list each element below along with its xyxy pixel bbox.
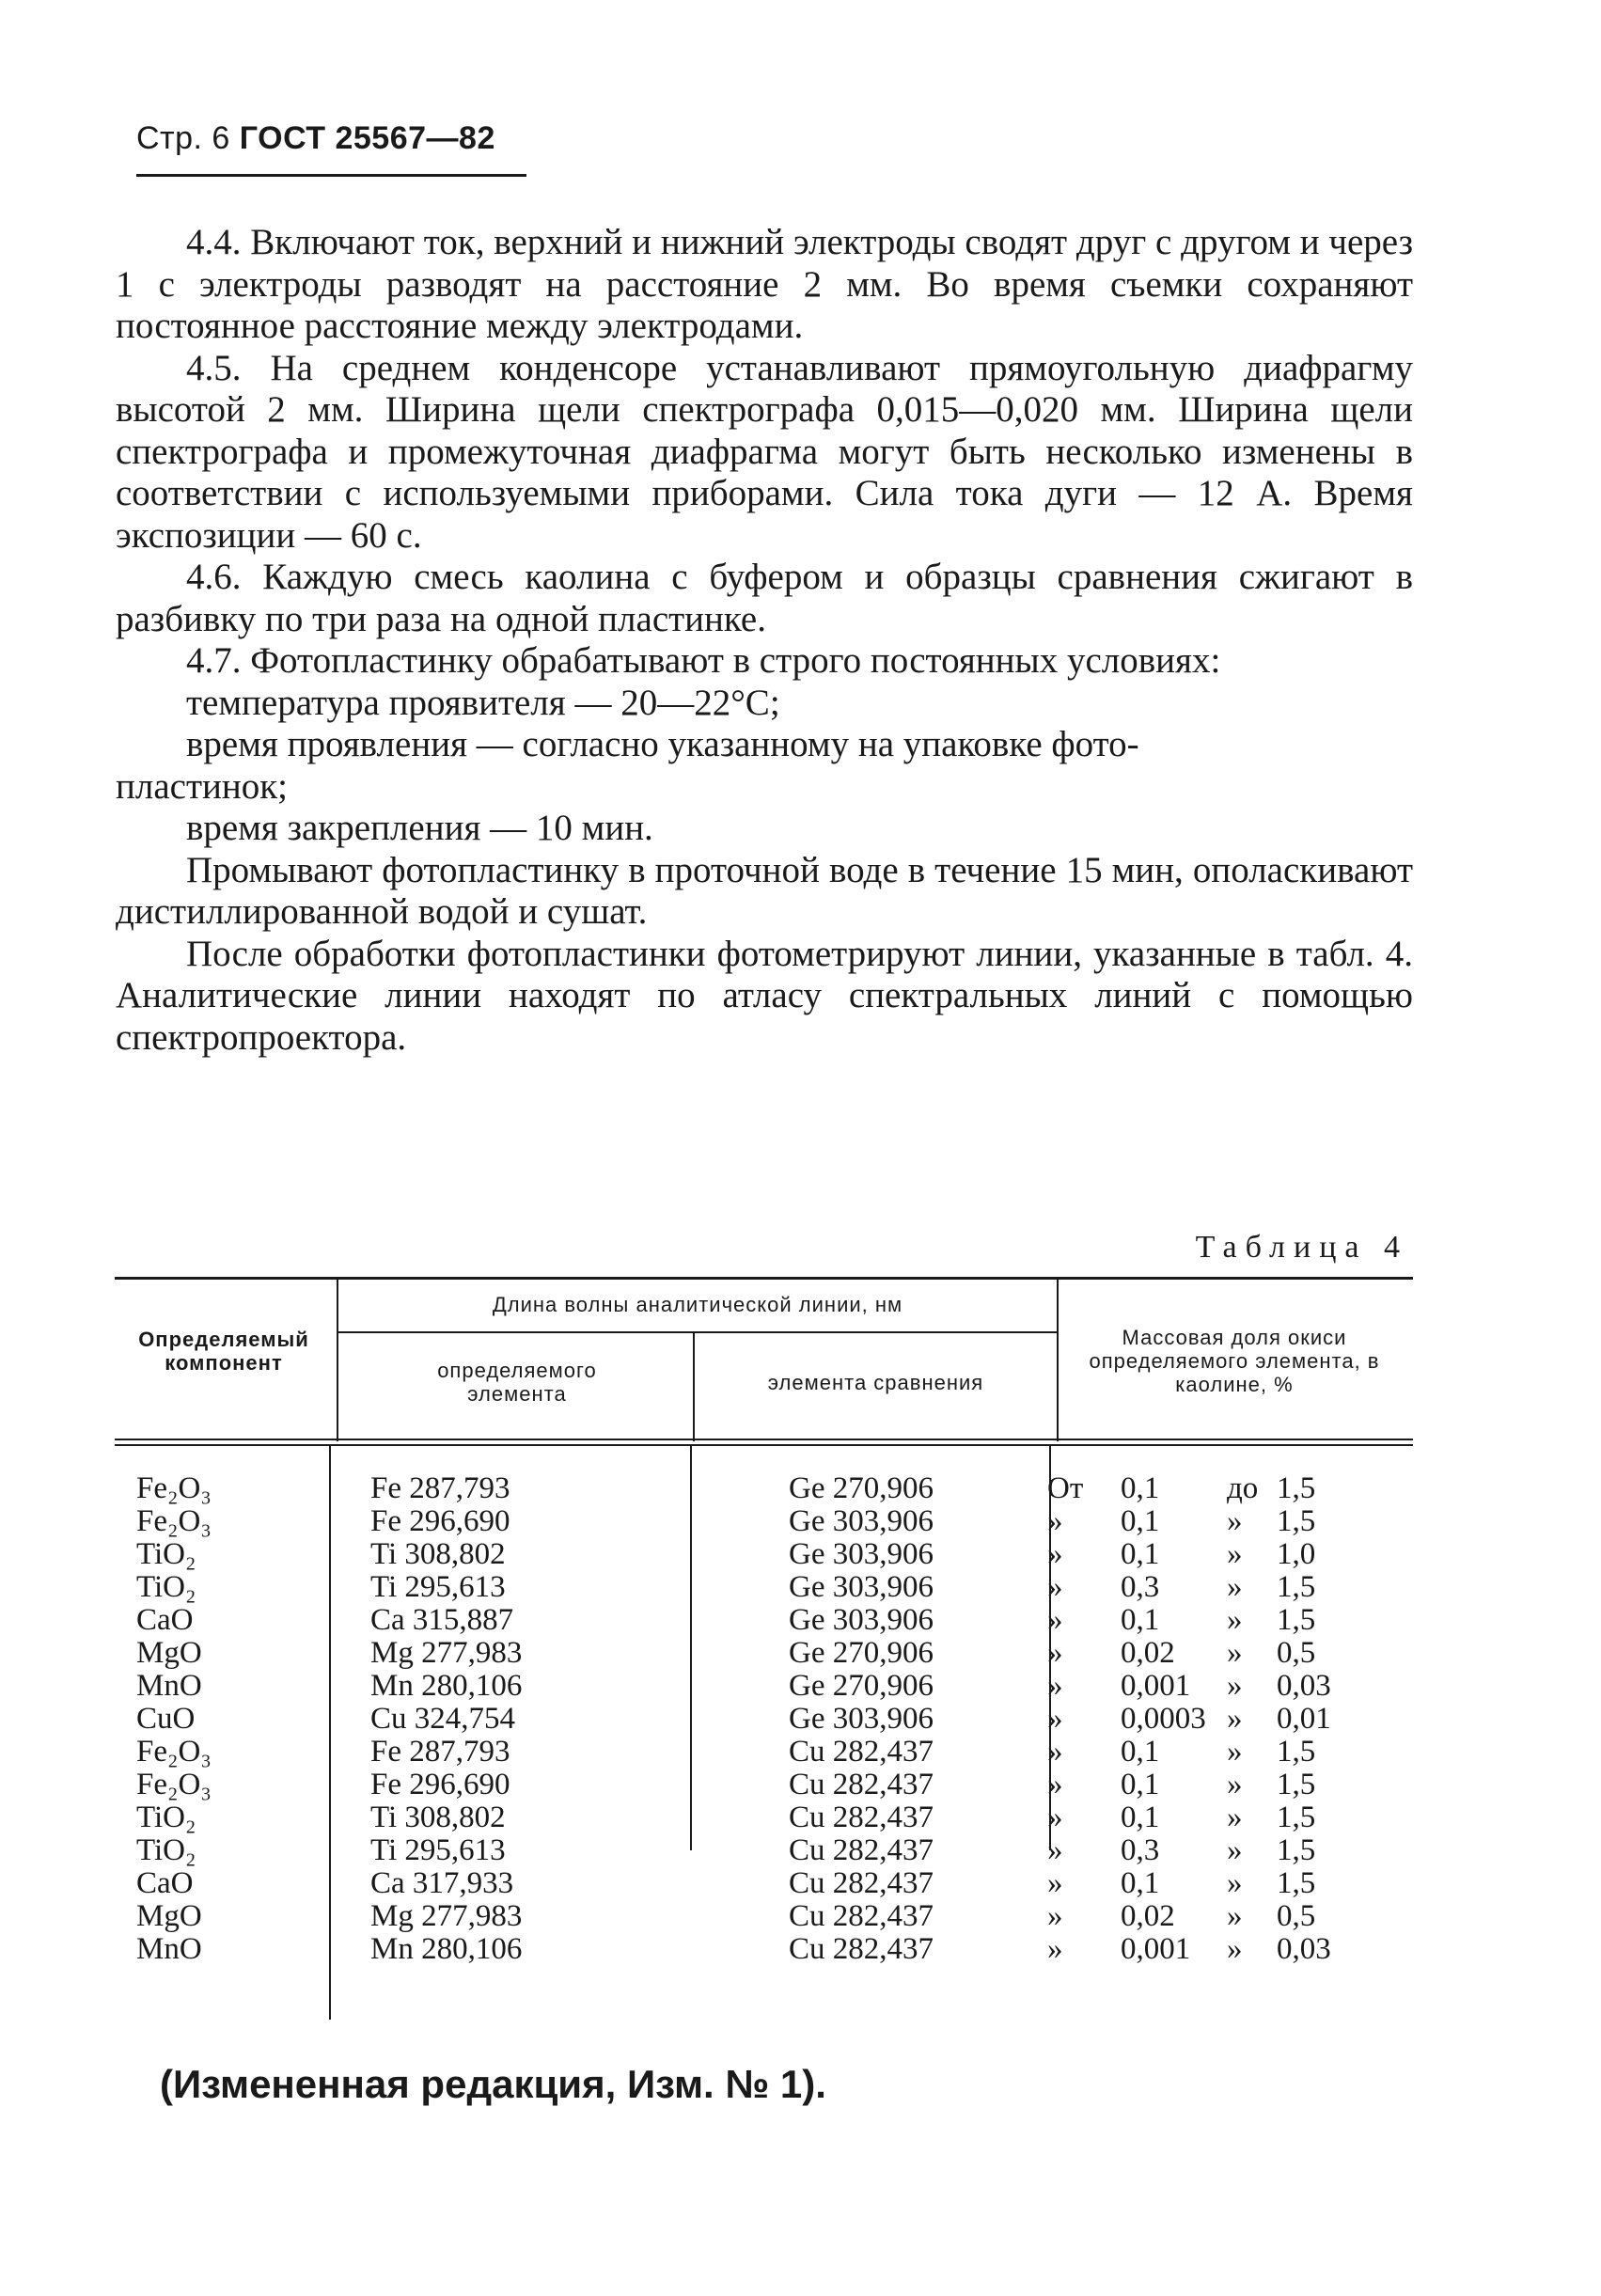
table-4 <box>115 1277 1413 2029</box>
page-header <box>136 120 495 157</box>
paragraph-4-5: 4.5. На среднем конденсоре устанавливают прямоугольную диафрагму высотой 2 мм. Ширина щели спектрографа 0,015—0,020 мм. Ширина щели спектрографа и промежуточная диафрагма могут быть несколько изменены в соответствии с используемыми приборами. Сила тока дуги — 12 А. Время экспозиции — 60 с. <box>116 347 1413 556</box>
cell-component: MnO <box>136 1669 202 1703</box>
cell-component: Fe₂O₃ <box>136 1471 212 1505</box>
cell-to-value: 1,5 <box>1277 1833 1316 1867</box>
cell-component: TiO₂ <box>136 1570 196 1604</box>
cell-component: CaO <box>136 1866 194 1900</box>
cell-to-prefix: » <box>1227 1899 1243 1933</box>
cell-reference-line: Cu 282,437 <box>789 1801 934 1834</box>
cell-to-prefix: » <box>1227 1570 1243 1604</box>
cell-analytical-line: Mg 277,983 <box>370 1636 523 1670</box>
condition-development-time: время проявления — согласно указанному на упаковке фото- <box>186 724 1139 764</box>
cell-analytical-line: Mn 280,106 <box>370 1932 523 1966</box>
cell-component: CuO <box>136 1702 196 1736</box>
cell-analytical-line: Ti 295,613 <box>370 1570 506 1604</box>
cell-from-value: 0,1 <box>1121 1735 1160 1769</box>
paragraph-4-7: 4.7. Фотопластинку обрабатывают в строго постоянных условиях: <box>186 640 1221 681</box>
cell-to-prefix: до <box>1227 1471 1259 1505</box>
cell-to-prefix: » <box>1227 1636 1243 1670</box>
paragraph-4-6: 4.6. Каждую смесь каолина с буфером и образцы сравнения сжигают в разбивку по три раза на одной пластинке. <box>116 557 1413 639</box>
table-row <box>115 1538 1413 1571</box>
cell-analytical-line: Mn 280,106 <box>370 1669 523 1703</box>
cell-to-value: 1,5 <box>1277 1801 1316 1834</box>
cell-to-value: 1,0 <box>1277 1537 1316 1571</box>
table-title: Таблица 4 <box>1195 1230 1408 1265</box>
cell-reference-line: Ge 270,906 <box>789 1669 934 1703</box>
table-row <box>115 1703 1413 1736</box>
cell-to-value: 1,5 <box>1277 1603 1316 1637</box>
cell-from-value: 0,1 <box>1121 1603 1160 1637</box>
cell-analytical-line: Cu 324,754 <box>370 1702 516 1736</box>
cell-reference-line: Ge 303,906 <box>789 1603 934 1637</box>
cell-reference-line: Ge 303,906 <box>789 1570 934 1604</box>
table-row <box>115 1867 1413 1900</box>
cell-from-value: 0,02 <box>1121 1636 1175 1670</box>
condition-fixing-time: время закрепления — 10 мин. <box>186 808 653 848</box>
cell-reference-line: Ge 270,906 <box>789 1636 934 1670</box>
cell-from-prefix: » <box>1047 1702 1063 1736</box>
cell-to-prefix: » <box>1227 1504 1243 1538</box>
cell-from-value: 0,1 <box>1121 1801 1160 1834</box>
table-row <box>115 1736 1413 1769</box>
cell-component: TiO₂ <box>136 1833 196 1867</box>
revision-note: (Измененная редакция, Изм. № 1). <box>160 2062 826 2106</box>
cell-analytical-line: Mg 277,983 <box>370 1899 523 1933</box>
table-row <box>115 1637 1413 1670</box>
cell-analytical-line: Fe 287,793 <box>370 1471 510 1505</box>
cell-reference-line: Cu 282,437 <box>789 1899 934 1933</box>
cell-from-value: 0,1 <box>1121 1471 1160 1505</box>
cell-analytical-line: Ti 295,613 <box>370 1833 506 1867</box>
table-row <box>115 1505 1413 1538</box>
cell-to-value: 1,5 <box>1277 1768 1316 1801</box>
cell-reference-line: Cu 282,437 <box>789 1932 934 1966</box>
cell-to-value: 0,03 <box>1277 1669 1331 1703</box>
cell-from-value: 0,3 <box>1121 1570 1160 1604</box>
cell-from-value: 0,3 <box>1121 1833 1160 1867</box>
cell-from-prefix: » <box>1047 1932 1063 1966</box>
cell-to-value: 0,03 <box>1277 1932 1331 1966</box>
table-top-rule <box>115 1277 1413 1280</box>
cell-to-prefix: » <box>1227 1702 1243 1736</box>
cell-to-value: 1,5 <box>1277 1570 1316 1604</box>
table-row <box>115 1933 1413 1966</box>
table-row <box>115 1900 1413 1933</box>
cell-to-prefix: » <box>1227 1603 1243 1637</box>
header-vertical-rule <box>1057 1280 1059 1441</box>
cell-analytical-line: Ca 315,887 <box>370 1603 514 1637</box>
cell-from-value: 0,0003 <box>1121 1702 1206 1736</box>
gost-number: ГОСТ 25567—82 <box>239 120 495 156</box>
cell-to-prefix: » <box>1227 1866 1243 1900</box>
cell-to-prefix: » <box>1227 1833 1243 1867</box>
cell-to-value: 0,01 <box>1277 1702 1331 1736</box>
header-horizontal-rule <box>338 1331 1057 1333</box>
cell-from-prefix: » <box>1047 1537 1063 1571</box>
condition-development-time-cont: пластинок; <box>116 765 289 807</box>
cell-reference-line: Cu 282,437 <box>789 1768 934 1801</box>
cell-from-prefix: » <box>1047 1504 1063 1538</box>
header-rule <box>136 174 526 177</box>
cell-reference-line: Cu 282,437 <box>789 1735 934 1769</box>
cell-to-prefix: » <box>1227 1537 1243 1571</box>
cell-from-value: 0,001 <box>1121 1669 1191 1703</box>
cell-from-value: 0,1 <box>1121 1537 1160 1571</box>
cell-reference-line: Ge 270,906 <box>789 1471 934 1505</box>
cell-to-value: 1,5 <box>1277 1504 1316 1538</box>
col-header-determined: определяемого элемента <box>437 1359 597 1406</box>
cell-from-value: 0,1 <box>1121 1768 1160 1801</box>
cell-to-prefix: » <box>1227 1932 1243 1966</box>
cell-component: Fe₂O₃ <box>136 1504 212 1538</box>
page-number: Стр. 6 <box>136 120 230 156</box>
cell-to-prefix: » <box>1227 1669 1243 1703</box>
cell-to-prefix: » <box>1227 1801 1243 1834</box>
cell-from-value: 0,1 <box>1121 1866 1160 1900</box>
col-header-mass: Массовая доля окиси определяемого элемента, в каолине, % <box>1089 1326 1380 1396</box>
header-bottom-rule <box>115 1444 1413 1446</box>
cell-analytical-line: Ti 308,802 <box>370 1801 506 1834</box>
cell-to-value: 0,5 <box>1277 1636 1316 1670</box>
cell-component: TiO₂ <box>136 1537 196 1571</box>
condition-temperature: температура проявителя — 20—22°С; <box>186 682 780 723</box>
cell-reference-line: Ge 303,906 <box>789 1702 934 1736</box>
cell-from-prefix: » <box>1047 1570 1063 1604</box>
cell-from-prefix: » <box>1047 1735 1063 1769</box>
cell-from-prefix: » <box>1047 1801 1063 1834</box>
cell-to-prefix: » <box>1227 1735 1243 1769</box>
cell-component: MgO <box>136 1636 202 1670</box>
cell-reference-line: Cu 282,437 <box>789 1866 934 1900</box>
cell-reference-line: Ge 303,906 <box>789 1504 934 1538</box>
col-header-reference: элемента сравнения <box>767 1371 984 1394</box>
paragraph-washing: Промывают фотопластинку в проточной воде в течение 15 мин, ополаскивают дистиллированной водой и сушат. <box>116 849 1413 932</box>
table-row <box>115 1472 1413 1505</box>
cell-from-value: 0,001 <box>1121 1932 1191 1966</box>
table-row <box>115 1834 1413 1867</box>
table-row <box>115 1670 1413 1703</box>
cell-component: MgO <box>136 1899 202 1933</box>
cell-reference-line: Cu 282,437 <box>789 1833 934 1867</box>
cell-analytical-line: Fe 296,690 <box>370 1504 510 1538</box>
paragraph-4-4: 4.4. Включают ток, верхний и нижний электроды сводят друг с другом и через 1 с электроды разводят на расстояние 2 мм. Во время съемки сохраняют постоянное расстояние между электродами. <box>116 222 1413 346</box>
cell-from-prefix: » <box>1047 1899 1063 1933</box>
cell-from-prefix: » <box>1047 1866 1063 1900</box>
cell-from-value: 0,02 <box>1121 1899 1175 1933</box>
table-row <box>115 1801 1413 1834</box>
body-text <box>116 222 1413 1059</box>
header-bottom-rule <box>115 1439 1413 1440</box>
cell-analytical-line: Ti 308,802 <box>370 1537 506 1571</box>
cell-component: Fe₂O₃ <box>136 1735 212 1769</box>
cell-analytical-line: Fe 287,793 <box>370 1735 510 1769</box>
cell-to-value: 1,5 <box>1277 1471 1316 1505</box>
cell-component: CaO <box>136 1603 194 1637</box>
col-header-component: Определяемый компонент <box>138 1328 309 1375</box>
cell-from-value: 0,1 <box>1121 1504 1160 1538</box>
cell-component: Fe₂O₃ <box>136 1768 212 1801</box>
cell-from-prefix: » <box>1047 1636 1063 1670</box>
cell-from-prefix: От <box>1047 1471 1084 1505</box>
cell-to-value: 1,5 <box>1277 1866 1316 1900</box>
col-header-wavelength: Длина волны аналитической линии, нм <box>492 1293 903 1316</box>
cell-analytical-line: Fe 296,690 <box>370 1768 510 1801</box>
cell-to-value: 1,5 <box>1277 1735 1316 1769</box>
cell-component: MnO <box>136 1932 202 1966</box>
paragraph-photometry: После обработки фотопластинки фотометрируют линии, указанные в табл. 4. Аналитические линии находят по атласу спектральных линий с помощью спектропроектора. <box>116 933 1413 1058</box>
cell-from-prefix: » <box>1047 1768 1063 1801</box>
cell-analytical-line: Ca 317,933 <box>370 1866 514 1900</box>
cell-component: TiO₂ <box>136 1801 196 1834</box>
cell-to-value: 0,5 <box>1277 1899 1316 1933</box>
cell-from-prefix: » <box>1047 1669 1063 1703</box>
cell-from-prefix: » <box>1047 1833 1063 1867</box>
table-row <box>115 1571 1413 1604</box>
cell-reference-line: Ge 303,906 <box>789 1537 934 1571</box>
cell-from-prefix: » <box>1047 1603 1063 1637</box>
table-row <box>115 1769 1413 1801</box>
table-row <box>115 1604 1413 1637</box>
cell-to-prefix: » <box>1227 1768 1243 1801</box>
